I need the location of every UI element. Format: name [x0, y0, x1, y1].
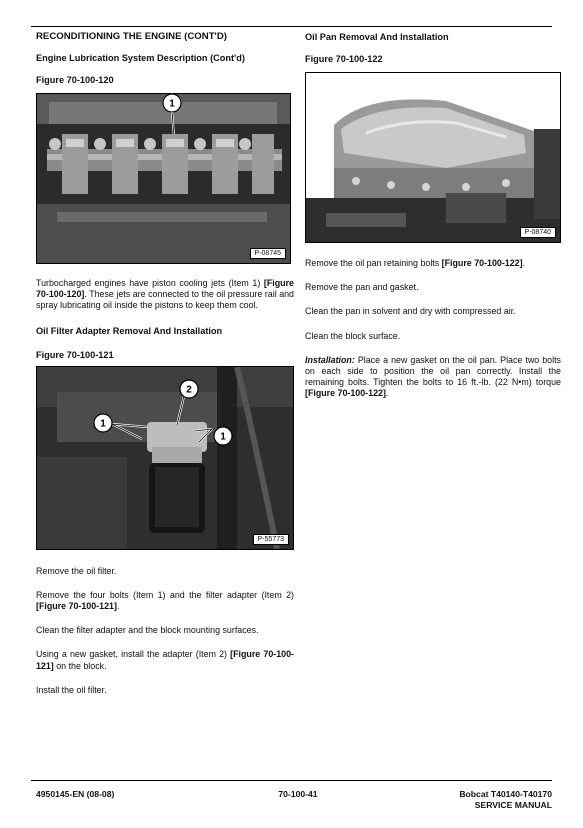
figure-label-122: Figure 70-100-122: [305, 54, 383, 64]
figure-label-120: Figure 70-100-120: [36, 75, 114, 85]
step-install-oil-filter: Install the oil filter.: [36, 684, 107, 695]
step-remove-oil-filter: Remove the oil filter.: [36, 565, 117, 576]
oil-pan-photo: [305, 72, 561, 243]
step-clean-pan: Clean the pan in solvent and dry with compressed air.: [305, 306, 516, 317]
installation-label: Installation:: [305, 354, 355, 365]
heading-oil-filter-adapter: Oil Filter Adapter Removal And Installation: [36, 325, 223, 336]
r-step1-figure-ref: [Figure 70-100-122]: [441, 258, 523, 268]
photo-code-08740: P-08740: [520, 227, 556, 238]
oil-pan-image: [306, 73, 560, 242]
heading-oil-pan: Oil Pan Removal And Installation: [305, 32, 449, 42]
top-rule: [31, 26, 552, 27]
footer-manual-title: SERVICE MANUAL: [474, 800, 552, 810]
oil-filter-photo: [36, 366, 294, 550]
footer-model: [459, 789, 552, 811]
r-step1-text: Remove the oil pan retaining bolts: [305, 258, 442, 268]
section-title: RECONDITIONING THE ENGINE (CONT'D): [36, 31, 227, 42]
installation-tail: .: [385, 388, 389, 399]
step4-text: Using a new gasket, install the adapter (Item 2): [36, 649, 231, 660]
footer-page-number: 70-100-41: [278, 789, 318, 799]
para1-tail: . These jets are connected to the oil pressure rail and spray lubricating oil inside the pistons to keep them cool.: [36, 289, 294, 311]
figure-label-121: Figure 70-100-121: [36, 349, 114, 360]
step2-text: Remove the four bolts (Item 1) and the filter adapter (Item 2): [36, 589, 294, 600]
footer-model-name: Bobcat T40140-T40170: [459, 789, 552, 799]
crankshaft-photo: [36, 93, 291, 264]
step-remove-pan-gasket: Remove the pan and gasket.: [305, 282, 419, 293]
photo2-callout-2: 2: [186, 384, 192, 396]
step-install-adapter: [36, 649, 294, 671]
step4-figure-ref: [Figure 70-100-121]: [36, 649, 294, 671]
left-column: [36, 31, 294, 696]
step-clean-block: Clean the block surface.: [305, 330, 401, 341]
step2-figure-ref: [Figure 70-100-121]: [36, 601, 117, 612]
step2-tail: .: [116, 601, 120, 612]
oil-filter-image: [37, 367, 293, 549]
para1-figure-ref: [Figure 70-100-120]: [36, 278, 294, 300]
photo-code-55773: P-55773: [253, 534, 289, 545]
step-clean-adapter: Clean the filter adapter and the block mounting surfaces.: [36, 625, 259, 636]
r-step1-tail: .: [522, 258, 526, 268]
step4-tail: on the block.: [53, 660, 107, 671]
crankshaft-image: [37, 94, 290, 263]
installation-text: Place a new gasket on the oil pan. Place two bolts on each side to position the oil pan correctly. Install the remaining bolts. Tighten the bolts to 16 ft.-lb. (22 N•m) torque: [305, 354, 561, 388]
subsection-title: Engine Lubrication System Description (Cont'd): [36, 53, 245, 63]
para1-text: Turbocharged engines have piston cooling jets (Item 1): [36, 278, 264, 288]
photo-code-08745: P-08745: [250, 248, 286, 259]
right-column: [305, 31, 561, 400]
photo2-callout-1b: 1: [220, 431, 226, 443]
photo2-callout-1a: 1: [100, 418, 106, 430]
paragraph-cooling-jets: [36, 278, 294, 312]
installation-figure-ref: [Figure 70-100-122]: [305, 388, 386, 399]
paragraph-installation: [305, 355, 561, 400]
photo1-callout-1: 1: [169, 98, 175, 110]
footer-doc-number: 4950145-EN (08-08): [36, 789, 115, 799]
step-remove-bolts: [36, 590, 294, 612]
bottom-rule: [31, 780, 552, 781]
step-remove-pan-bolts: [305, 258, 561, 269]
